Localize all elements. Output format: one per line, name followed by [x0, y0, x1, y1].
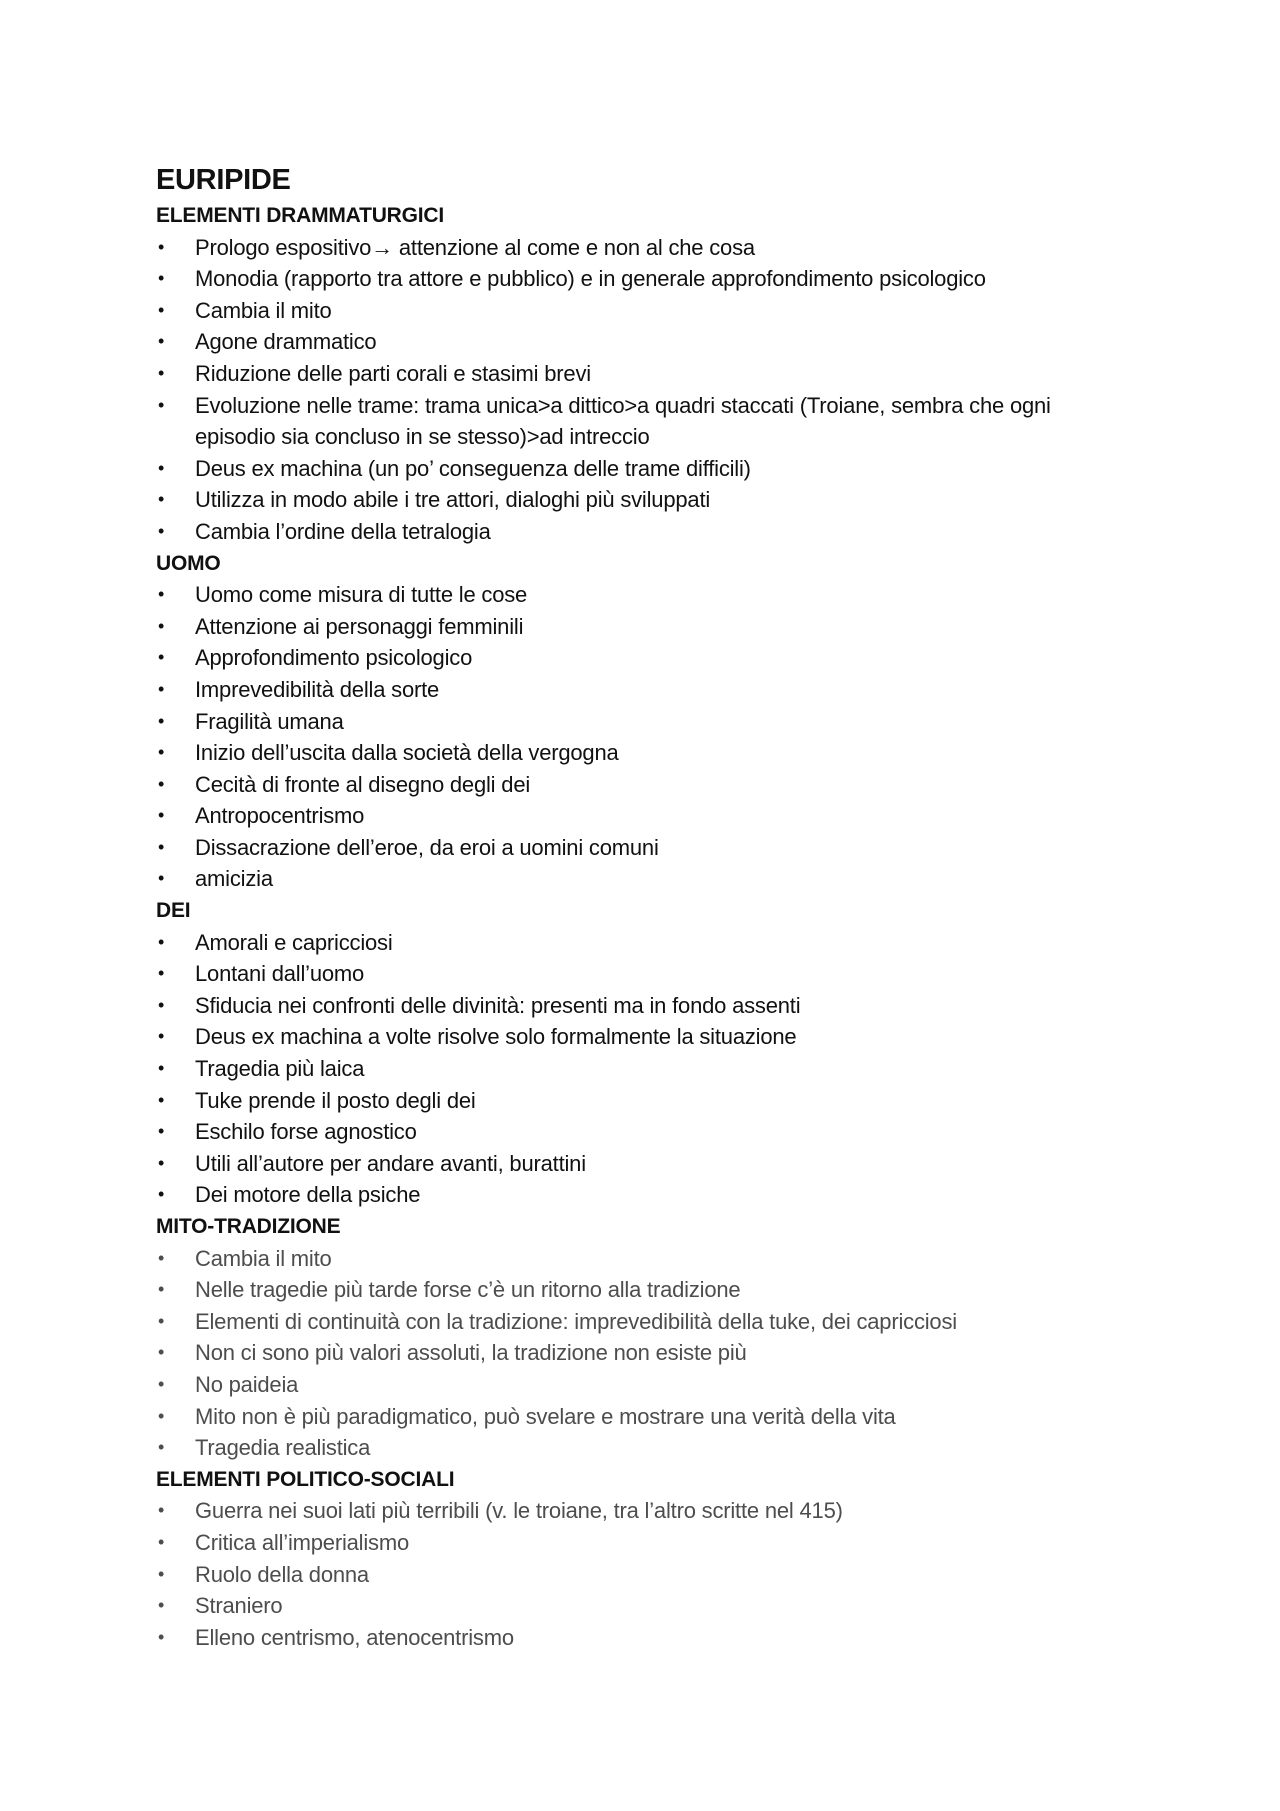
bullet-icon: •: [158, 299, 165, 320]
list-item-text: Monodia (rapporto tra attore e pubblico) e in generale approfondimento psicologico: [195, 266, 986, 292]
list-item-text: Cambia il mito: [195, 1245, 332, 1271]
list-item: [156, 1243, 1116, 1275]
bullet-icon: •: [158, 773, 165, 794]
list-item-text: Critica all’imperialismo: [195, 1529, 410, 1555]
list-item-text: Utilizza in modo abile i tre attori, dialoghi più sviluppati: [195, 487, 711, 513]
list-item: [156, 579, 1116, 611]
list-item-text: Elementi di continuità con la tradizione: imprevedibilità della tuke, dei capricciosi: [195, 1308, 957, 1334]
list-item-text: Prologo espositivo→ attenzione al come e non al che cosa: [195, 234, 755, 260]
list-item: [156, 1179, 1116, 1211]
list-item: [156, 1116, 1116, 1148]
bullet-icon: •: [158, 742, 165, 763]
list-item-text: Tragedia realistica: [195, 1435, 371, 1461]
list-item-text: Cecità di fronte al disegno degli dei: [195, 771, 531, 797]
bullet-list: [156, 1243, 1116, 1464]
list-item-text: Elleno centrismo, atenocentrismo: [195, 1624, 514, 1650]
bullet-icon: •: [158, 520, 165, 541]
bullet-icon: •: [158, 615, 165, 636]
list-item-text: Imprevedibilità della sorte: [195, 676, 440, 702]
list-item: [156, 1306, 1116, 1338]
bullet-icon: •: [158, 1405, 165, 1426]
section-heading: ELEMENTI DRAMMATURGICI: [156, 204, 445, 227]
bullet-icon: •: [158, 1437, 165, 1458]
bullet-icon: •: [158, 1595, 165, 1616]
list-item-text: Riduzione delle parti corali e stasimi brevi: [195, 360, 591, 386]
list-item: [156, 863, 1116, 895]
list-item-text: Lontani dall’uomo: [195, 961, 365, 987]
list-item: [156, 516, 1116, 548]
bullet-icon: •: [158, 994, 165, 1015]
list-item-text: Dei motore della psiche: [195, 1182, 421, 1208]
list-item: [156, 390, 1116, 453]
document-page: [156, 160, 1116, 1653]
bullet-list: [156, 232, 1116, 548]
bullet-icon: •: [158, 1026, 165, 1047]
list-item: [156, 1085, 1116, 1117]
list-item: [156, 1053, 1116, 1085]
bullet-icon: •: [158, 1626, 165, 1647]
list-item: [156, 737, 1116, 769]
section-heading: UOMO: [156, 551, 221, 575]
bullet-icon: •: [158, 805, 165, 826]
list-item: [156, 453, 1116, 485]
bullet-icon: •: [158, 710, 165, 731]
list-item-text: Mito non è più paradigmatico, può svelare e mostrare una verità della vita: [195, 1403, 896, 1429]
list-item: [156, 832, 1116, 864]
list-item: [156, 990, 1116, 1022]
bullet-icon: •: [158, 584, 165, 605]
list-item-text: Uomo come misura di tutte le cose: [195, 582, 528, 608]
list-item: [156, 706, 1116, 738]
document-title: EURIPIDE: [156, 164, 291, 196]
list-item-text: Straniero: [195, 1593, 283, 1619]
bullet-list: [156, 1495, 1116, 1653]
bullet-icon: •: [158, 1184, 165, 1205]
list-item: [156, 232, 1116, 264]
bullet-icon: •: [158, 489, 165, 510]
list-item-text: Eschilo forse agnostico: [195, 1119, 417, 1145]
bullet-icon: •: [158, 1500, 165, 1521]
list-item-text: Sfiducia nei confronti delle divinità: presenti ma in fondo assenti: [195, 992, 801, 1018]
list-item-text: Cambia il mito: [195, 297, 332, 323]
bullet-icon: •: [158, 868, 165, 889]
list-item: [156, 769, 1116, 801]
section-heading: ELEMENTI POLITICO-SOCIALI: [156, 1467, 455, 1491]
bullet-icon: •: [158, 457, 165, 478]
bullet-icon: •: [158, 268, 165, 289]
bullet-list: [156, 927, 1116, 1211]
bullet-icon: •: [158, 236, 165, 257]
bullet-icon: •: [158, 1342, 165, 1363]
section-heading: DEI: [156, 899, 191, 923]
list-item-text: Dissacrazione dell’eroe, da eroi a uomini comuni: [195, 834, 659, 860]
bullet-icon: •: [158, 1310, 165, 1331]
list-item-text: Deus ex machina a volte risolve solo formalmente la situazione: [195, 1024, 797, 1050]
list-item-text: Tragedia più laica: [195, 1056, 365, 1082]
bullet-icon: •: [158, 1279, 165, 1300]
bullet-icon: •: [158, 1058, 165, 1079]
list-item-text: Fragilità umana: [195, 708, 344, 734]
list-item: [156, 484, 1116, 516]
list-item: [156, 1369, 1116, 1401]
bullet-icon: •: [158, 647, 165, 668]
list-item: [156, 326, 1116, 358]
list-item-text: Evoluzione nelle trame: trama unica>a dittico>a quadri staccati (Troiane, sembra che ogni episodio sia concluso in se stesso)>ad intreccio: [195, 392, 1051, 450]
list-item-text: Nelle tragedie più tarde forse c’è un ritorno alla tradizione: [195, 1277, 741, 1303]
list-item-text: Antropocentrismo: [195, 803, 365, 829]
list-item: [156, 263, 1116, 295]
section-uomo: [156, 548, 1116, 896]
list-item-text: Ruolo della donna: [195, 1561, 369, 1587]
list-item: [156, 611, 1116, 643]
list-item: [156, 1337, 1116, 1369]
list-item-text: Tuke prende il posto degli dei: [195, 1087, 476, 1113]
list-item-text: Inizio dell’uscita dalla società della vergogna: [195, 740, 619, 766]
section-mito-tradizione: [156, 1211, 1116, 1464]
bullet-icon: •: [158, 1121, 165, 1142]
bullet-icon: •: [158, 836, 165, 857]
list-item: [156, 1148, 1116, 1180]
list-item-text: Attenzione ai personaggi femminili: [195, 613, 524, 639]
bullet-icon: •: [158, 678, 165, 699]
list-item: [156, 674, 1116, 706]
bullet-icon: •: [158, 1089, 165, 1110]
list-item: [156, 1559, 1116, 1591]
bullet-icon: •: [158, 1373, 165, 1394]
list-item: [156, 800, 1116, 832]
list-item: [156, 1432, 1116, 1464]
list-item-text: Agone drammatico: [195, 329, 377, 355]
list-item-text: amicizia: [195, 866, 273, 892]
list-item-text: Utili all’autore per andare avanti, burattini: [195, 1150, 586, 1176]
bullet-icon: •: [158, 1152, 165, 1173]
list-item: [156, 1527, 1116, 1559]
list-item: [156, 927, 1116, 959]
bullet-icon: •: [158, 1247, 165, 1268]
list-item: [156, 1274, 1116, 1306]
bullet-icon: •: [158, 331, 165, 352]
list-item-text: Non ci sono più valori assoluti, la tradizione non esiste più: [195, 1340, 747, 1366]
list-item: [156, 1495, 1116, 1527]
list-item-text: No paideia: [195, 1371, 299, 1397]
list-item: [156, 958, 1116, 990]
bullet-icon: •: [158, 1563, 165, 1584]
bullet-icon: •: [158, 1531, 165, 1552]
list-item: [156, 1401, 1116, 1433]
bullet-icon: •: [158, 362, 165, 383]
section-dei: [156, 895, 1116, 1211]
list-item: [156, 1622, 1116, 1654]
bullet-list: [156, 579, 1116, 895]
list-item: [156, 358, 1116, 390]
list-item-text: Amorali e capricciosi: [195, 929, 393, 955]
bullet-icon: •: [158, 931, 165, 952]
list-item: [156, 1021, 1116, 1053]
list-item-text: Guerra nei suoi lati più terribili (v. le troiane, tra l’altro scritte nel 415): [195, 1498, 843, 1524]
list-item-text: Cambia l’ordine della tetralogia: [195, 518, 491, 544]
section-heading: MITO-TRADIZIONE: [156, 1215, 341, 1238]
bullet-icon: •: [158, 963, 165, 984]
list-item: [156, 295, 1116, 327]
list-item-text: Deus ex machina (un po’ conseguenza delle trame difficili): [195, 455, 751, 481]
section-elementi-drammaturgici: [156, 200, 1116, 548]
bullet-icon: •: [158, 394, 165, 415]
list-item: [156, 642, 1116, 674]
section-elementi-politico-sociali: [156, 1464, 1116, 1654]
list-item-text: Approfondimento psicologico: [195, 645, 473, 671]
list-item: [156, 1590, 1116, 1622]
